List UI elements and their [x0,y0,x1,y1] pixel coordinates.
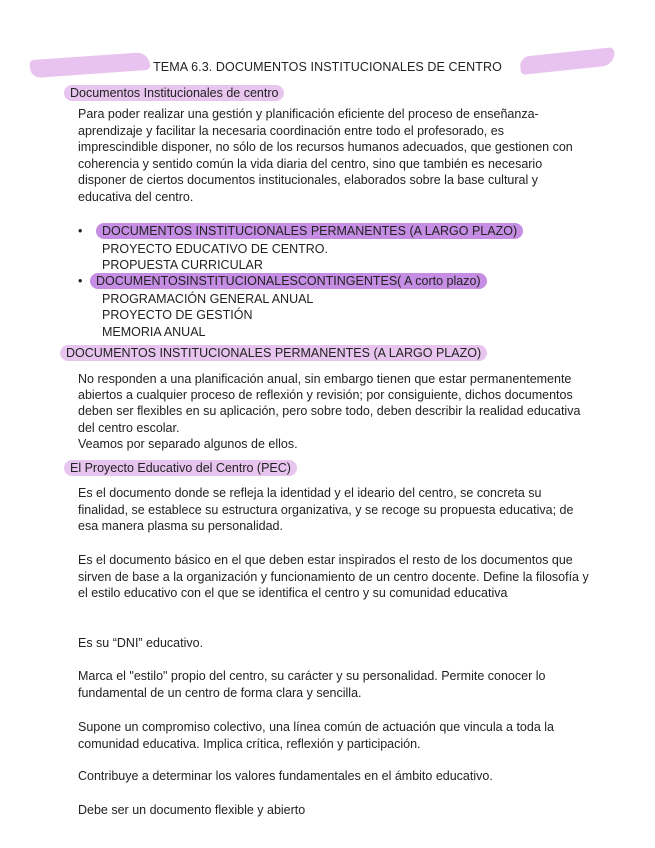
bullet-permanentes [96,224,523,239]
bullet-marker-1: • [78,224,83,238]
list-item: PROPUESTA CURRICULAR [102,258,263,272]
list-item: PROGRAMACIÓN GENERAL ANUAL [102,292,314,306]
list-item: MEMORIA ANUAL [102,325,206,339]
intro-paragraph: Para poder realizar una gestión y planificación eficiente del proceso de enseñanza- aprendizaje y facilitar la necesaria coordinación entre todo el profesorado, es imprescindible disponer, no sólo de los recursos humanos adecuados, que gestionen con coherencia y sentido común la vida diaria del centro, sino que también es necesario disponer de ciertos documentos institucionales, elaborados sobre la base cultural y educativa del centro. [78,107,573,204]
section-heading-documentos-institucionales [64,86,284,101]
pec-paragraph-4: Marca el "estilo" propio del centro, su carácter y su personalidad. Permite conocer lo fundamental de un centro de forma clara y sencilla. [78,669,546,700]
section-heading-text: El Proyecto Educativo del Centro (PEC) [64,460,297,476]
permanentes-closing: Veamos por separado algunos de ellos. [78,437,298,451]
pec-paragraph-5: Supone un compromiso colectivo, una línea común de actuación que vincula a toda la comunidad educativa. Implica crítica, reflexión y participación. [78,720,554,751]
pec-paragraph-1: Es el documento donde se refleja la identidad y el ideario del centro, se concreta su finalidad, se establece su estructura organizativa, y se recoge su propuesta educativa; de esa manera plasma su personalidad. [78,486,574,534]
pec-paragraph-7: Debe ser un documento flexible y abierto [78,803,306,817]
list-item: PROYECTO EDUCATIVO DE CENTRO. [102,242,328,256]
bullet-marker-2: • [78,274,83,288]
section-heading-pec [64,461,297,476]
bullet-label-permanentes: DOCUMENTOS INSTITUCIONALES PERMANENTES (A LARGO PLAZO) [96,223,523,239]
permanentes-paragraph: No responden a una planificación anual, sin embargo tienen que estar permanentemente abiertos a cualquier proceso de reflexión y revisión; por consiguiente, dichos documentos deben ser flexibles en su aplicación, pero sobre todo, deben describir la realidad educativa del centro escolar. [78,372,581,435]
pec-paragraph-3: Es su “DNI” educativo. [78,636,204,650]
list-item: PROYECTO DE GESTIÓN [102,308,253,322]
section-heading-permanentes [60,346,487,361]
section-heading-text: Documentos Institucionales de centro [64,85,284,101]
bullet-label-contingentes: DOCUMENTOSINSTITUCIONALESCONTINGENTES( A corto plazo) [90,273,487,289]
page-title: TEMA 6.3. DOCUMENTOS INSTITUCIONALES DE CENTRO [153,60,502,74]
section-heading-text: DOCUMENTOS INSTITUCIONALES PERMANENTES (A LARGO PLAZO) [60,345,487,361]
pec-paragraph-2: Es el documento básico en el que deben estar inspirados el resto de los documentos que sirven de base a la organización y funcionamiento de un centro docente. Define la filosofía y el estilo educativo con el que se identifica el centro y su comunidad educativa [78,553,589,601]
bullet-contingentes [90,274,487,289]
pec-paragraph-6: Contribuye a determinar los valores fundamentales en el ámbito educativo. [78,769,493,783]
